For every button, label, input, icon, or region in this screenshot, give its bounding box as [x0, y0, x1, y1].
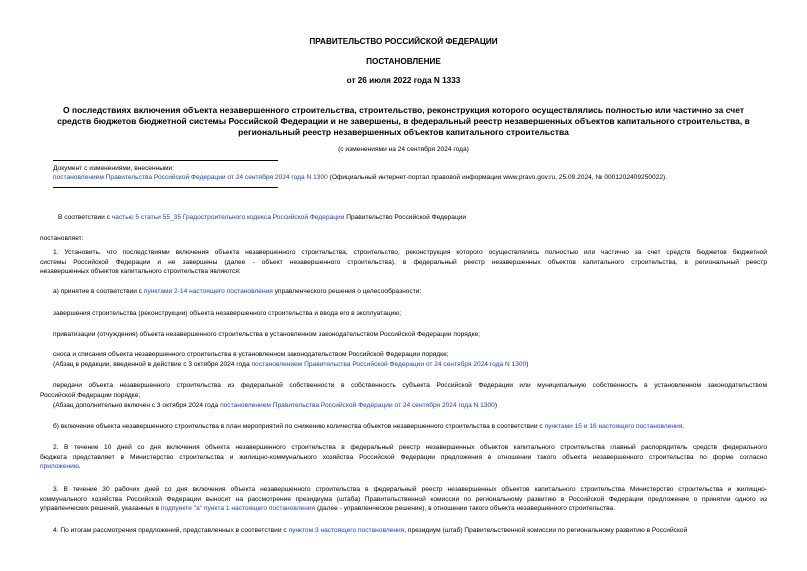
p3-pre: управленческих решений, указанных в [40, 505, 161, 512]
preamble [58, 213, 466, 222]
p1a-pre: а) принятие в соответствии с [53, 288, 144, 295]
amendment-source: (Официальный интернет-портал правовой информации www.pravo.gov.ru, 25.09.2024, № 0001202409250022). [327, 174, 668, 181]
p3-link[interactable]: подпункте "а" пункта 1 настоящего постановления [160, 505, 316, 512]
appendix-link[interactable]: приложению [40, 463, 79, 470]
item-transfer-line-2: Российской Федерации порядке; [40, 392, 141, 399]
p1b-post: . [682, 423, 685, 430]
item-privatization: приватизации (отчуждения) объекта незавершенного строительства в установленном законодательством Российской Федерации порядке; [53, 331, 481, 338]
date-number: от 26 июля 2022 года N 1333 [346, 76, 461, 85]
urban-code-link[interactable]: частью 5 статьи 55_35 Градостроительного кодекса Российской Федерации [111, 214, 345, 221]
title-line-3: региональный реестр незавершенных объектов капитального строительства [238, 127, 569, 137]
revision-note: (с изменениями на 24 сентября 2024 года) [338, 146, 469, 153]
p2-line-3 [40, 462, 81, 471]
p2-line-1: 2. В течение 10 дней со дня включения объекта незавершенного строительства в федеральный реестр незавершенных объектов капитального строительства главный распорядитель средств федерального [53, 444, 767, 451]
p4-pre: 4. По итогам рассмотрения предложений, представленных в соответствии с [53, 527, 289, 534]
note2-post: ) [494, 402, 498, 409]
preamble-post: Правительство Российской Федерации [344, 214, 467, 221]
p1a-post: управленческого решения о целесообразности: [272, 288, 422, 295]
p4-post: , президиум (штаб) Правительственной комиссии по региональному развитию в Российской [404, 527, 688, 534]
divider-top [53, 160, 278, 161]
p1b-link[interactable]: пунктами 15 и 16 настоящего постановления [544, 423, 683, 430]
item-completion: завершения строительства (реконструкции) объекта незавершенного строительства и ввода его в эксплуатацию; [53, 310, 402, 317]
p1-line-3: незавершенных объектов капитального строительства являются: [40, 268, 241, 275]
amendments-intro: Документ с изменениями, внесенными: [53, 165, 175, 172]
note-2 [53, 401, 497, 410]
item-demolition: сноса и списания объекта незавершенного строительства в установленном законодательством Российской Федерации порядке; [53, 351, 449, 358]
note-1 [53, 360, 528, 369]
decrees-word: постановляет: [40, 235, 84, 242]
p4-line-1 [53, 526, 687, 535]
title-line-1: О последствиях включения объекта незавершенного строительства, строительство, реконструкция которого осуществлялись полностью или частично за счет [63, 105, 744, 115]
p2-line-2: бюджета представляет в Министерство строительства и жилищно-коммунального хозяйства Российской Федерации предложения в отношении такого объекта незавершенного строительства по форме согласно [40, 454, 767, 461]
amendments-line [53, 173, 667, 182]
p1-line-1: 1. Установить, что последствиями включения объекта незавершенного строительства, строительство, реконструкция которого осуществлялись полностью или частично за счет средств бюджетов бюджетной [53, 249, 767, 256]
p1a-paragraph [53, 287, 421, 296]
p3-line-1: 3. В течение 30 рабочих дней со дня включения объекта незавершенного строительства в федеральный реестр незавершенных объектов капитального строительства Министерство строительства и жилищно- [53, 486, 767, 493]
p3-line-2: коммунального хозяйства Российской Федерации выносит на рассмотрение президиума (штаба) Правительственной комиссии по региональному развитию в Российской Федерации предложение о принятии одного из [40, 496, 767, 503]
preamble-pre: В соответствии с [58, 214, 112, 221]
amendment-decree-link[interactable]: постановлением Правительства Российской Федерации от 24 сентября 2024 года N 1300 [53, 174, 328, 181]
government-header: ПРАВИТЕЛЬСТВО РОССИЙСКОЙ ФЕДЕРАЦИИ [309, 37, 498, 46]
p4-link[interactable]: пунктом 3 настоящего постановления [288, 527, 405, 534]
p3-post: (далее - управленческое решение), в отношении такого объекта незавершенного строительства. [315, 505, 616, 512]
document-type: ПОСТАНОВЛЕНИЕ [366, 57, 441, 66]
title-line-2: средств бюджетов бюджетной системы Российской Федерации и не завершены, в федеральный реестр незавершенных объектов капитального строительства, в [57, 116, 750, 126]
p1b-pre: б) включение объекта незавершенного строительства в план мероприятий по снижению количества объектов незавершенного строительства в соответствии с [53, 423, 545, 430]
p1b-paragraph [53, 422, 684, 431]
note1-post: ) [526, 361, 529, 368]
p1a-link[interactable]: пунктами 2-14 настоящего постановления [143, 288, 273, 295]
note1-pre: (Абзац в редакции, введенной в действие с 3 октября 2024 года [53, 361, 252, 368]
note2-link[interactable]: постановлением Правительства Российской Федерации от 24 сентября 2024 года N 1300 [220, 402, 495, 409]
divider-bottom [53, 187, 278, 188]
item-transfer-line-1: передачи объекта незавершенного строительства из федеральной собственности в собственность субъекта Российской Федерации или муниципальную собственность в установленном законодательством [53, 382, 767, 389]
note1-link[interactable]: постановлением Правительства Российской Федерации от 24 сентября 2024 года N 1300 [251, 361, 527, 368]
p1-line-2: системы Российской Федерации и не завершены (далее - объект незавершенного строительства), в федеральный реестр незавершенных объектов капитального строительства, в региональный реестр [40, 259, 767, 266]
p2-post: . [78, 463, 81, 470]
p3-line-3 [40, 504, 615, 513]
note2-pre: (Абзац дополнительно включен с 3 октября 2024 года [53, 402, 221, 409]
